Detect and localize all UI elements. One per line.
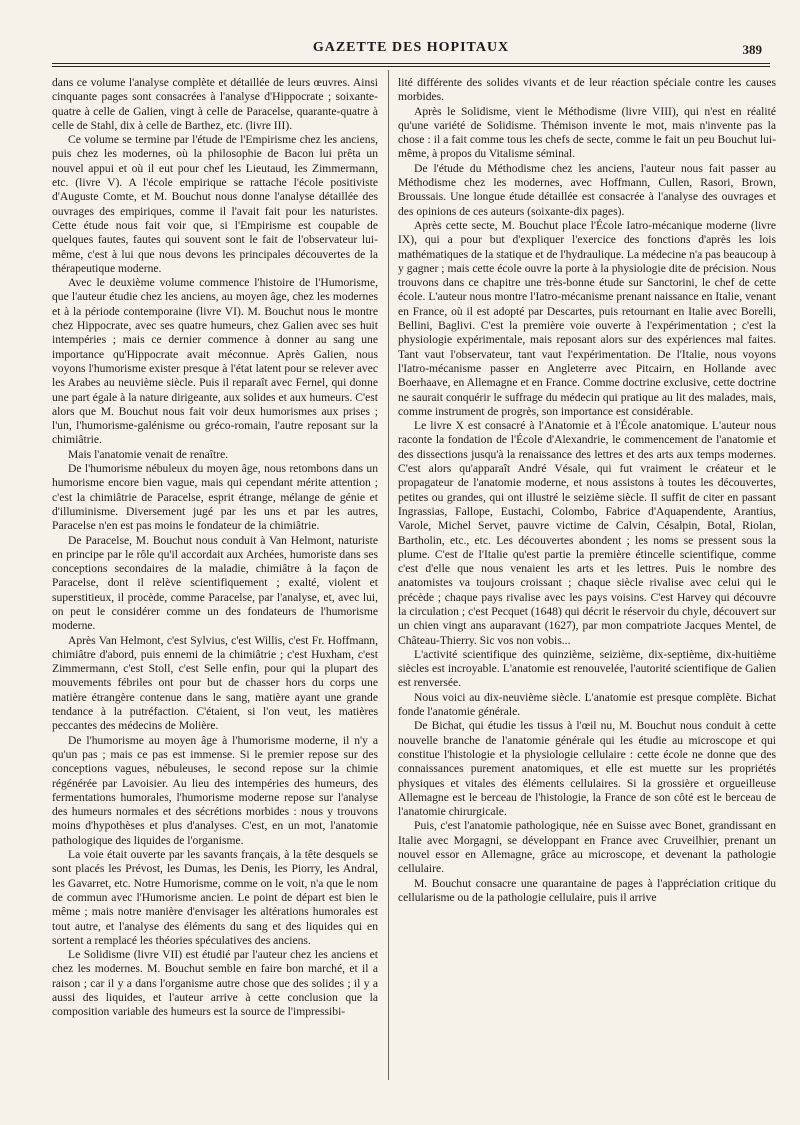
paragraph: Ce volume se termine par l'étude de l'Empirisme chez les anciens, puis chez les modernes, où la philosophie de Bacon lui prêta un nouvel appui et où il eut pour chef les Lieutaud, les Zimmermann, etc. (livre V). A l'école empirique se rattache l'école positiviste d'Auguste Comte, et M. Bouchut nous donne l'analyse détaillée des ouvrages des empiriques, comme il l'avait fait pour les naturistes. Cette étude nous fait voir que, si l'Empirisme est coupable de quelques fautes, fautes qui souvent sont le fait de l'observateur lui-même, c'est à lui que nous devons les principales découvertes de la thérapeutique moderne.: [52, 133, 378, 275]
paragraph: Après cette secte, M. Bouchut place l'École Iatro-mécanique moderne (livre IX), qui a pour but d'expliquer l'exercice des fonctions d'après les lois mathématiques de la statique et de l'hydraulique. La médecine n'a pas beaucoup à y gagner ; mais cette école ouvre la porte à la physiologie dite de précision. Nous trouvons dans ce chapitre une très-bonne étude sur Sanctorini, le chef de cette école. L'auteur nous montre l'Iatro-mécanisme prenant naissance en Italie, venant en France, où il est adopté par Descartes, puis retournant en Italie avec Borelli, Bellini, Baglivi. C'est la première voie ouverte à l'expérimentation ; c'est la physiologie expérimentale, mais reposant alors sur des expériences mal faites. Tant vaut l'observateur, tant vaut l'expérimentation. De l'Italie, nous voyons l'Iatro-mécanisme passer en Angleterre avec Pitcairn, en Hollande avec Boerhaave, en Allemagne et en France. Comme doctrine exclusive, cette doctrine ne saurait conquérir le suffrage du médecin qui pratique au lit des malades, mais, comme instrument de progrès, son importance est considérable.: [398, 218, 776, 418]
paragraph: L'activité scientifique des quinzième, seizième, dix-septième, dix-huitième siècles est incroyable. L'anatomie est renouvelée, l'autorité scientifique de Galien est renversée.: [398, 647, 776, 690]
header-rule-top: [52, 63, 770, 64]
paragraph: dans ce volume l'analyse complète et détaillée de leurs œuvres. Ainsi cinquante pages sont consacrées à l'analyse d'Hippocrate ; soixante-quatre à celle de Galien, vingt à celle de Paracelse, quarante-quatre à celle de Stahl, dix à celle de Barthez, etc. (livre III).: [52, 76, 378, 132]
paragraph: Le livre X est consacré à l'Anatomie et à l'École anatomique. L'auteur nous raconte la fondation de l'École d'Alexandrie, le commencement de l'anatomie et des dissections jusqu'à la renaissance des lettres et des arts aux temps modernes. C'est alors qu'apparaît André Vésale, qui fut vraiment le créateur et le propagateur de l'anatomie moderne, et nous assistons à toutes les découvertes, petites ou grandes, qui ont illustré le seizième siècle. Il suffit de citer en passant Ingrassias, Fallope, Eustachi, Colombo, Fabrice d'Aquapendente, Arantius, Varole, Michel Servet, pauvre victime de Calvin, Césalpin, Botal, Riolan, Bartholin, etc., etc. Les découvertes abondent ; les noms se pressent sous la plume. C'est de l'Italie qu'est partie la première étincelle scientifique, comme c'est d'elle que nous venaient les arts et les lettres. Puis le nombre des anatomistes va toujours croissant ; chaque siècle rivalise avec celui qui le précède ; chaque pays rivalise avec les pays voisins. C'est Harvey qui découvre la circulation ; c'est Pecquet (1648) qui décrit le réservoir du chyle, découvert sur un chien vingt ans auparavant (1627), par mon compatriote Jacques Mentel, de Château-Thierry. Sic vos non vobis...: [398, 419, 776, 647]
right-column: [398, 76, 776, 1088]
column-divider: [388, 70, 389, 1080]
page-header: [52, 38, 770, 62]
paragraph: De l'étude du Méthodisme chez les anciens, l'auteur nous fait passer au Méthodisme chez les modernes, avec Hoffmann, Cullen, Rasori, Brown, Broussais. Une longue étude détaillée est consacrée à l'analyse des ouvrages et des opinions de ces auteurs (soixante-dix pages).: [398, 161, 776, 218]
paragraph: lité différente des solides vivants et de leur réaction spéciale contre les causes morbides.: [398, 76, 776, 104]
paragraph: La voie était ouverte par les savants français, à la tête desquels se sont placés les Prévost, les Dumas, les Denis, les Piorry, les Andral, les Gavarret, etc. Notre Humorisme, comme on le voit, n'a que le nom de commun avec l'Humorisme ancien. Le point de départ est bien le même ; mais notre manière d'envisager les altérations humorales est tout autre, et l'analyse des éléments du sang et des liquides qui en sortent a remplacé les théories spéculatives des anciens.: [52, 848, 378, 947]
page-number: 389: [742, 42, 762, 57]
paragraph: Le Solidisme (livre VII) est étudié par l'auteur chez les anciens et chez les modernes. M. Bouchut semble en faire bon marché, et il a raison ; car il y a dans l'organisme autre chose que des solides ; il y a aussi des liquides, et l'auteur arrive à cette conclusion que la composition variable des humeurs est la source de l'impressibi-: [52, 948, 378, 1019]
left-column: [52, 76, 378, 1088]
header-rule-bottom: [52, 66, 770, 67]
paragraph: Après Van Helmont, c'est Sylvius, c'est Willis, c'est Fr. Hoffmann, chimiâtre d'abord, puis ennemi de la chimiâtrie ; c'est Huxham, c'est Zimmermann, c'est Stoll, c'est Selle enfin, pour qui la plupart des mouvements fébriles ont pour but de chasser hors du corps une matière étrangère contenue dans le sang, matière ayant une grande tendance à la putréfaction. C'étaient, si l'on veut, les matières peccantes des médecins de Molière.: [52, 633, 378, 733]
paragraph: Avec le deuxième volume commence l'histoire de l'Humorisme, que l'auteur étudie chez les anciens, au moyen âge, chez les modernes et à la période contemporaine (livre VI). M. Bouchut nous le montre chez Hippocrate, avec ses quatre humeurs, chez Galien avec ses huit intempéries ; mais ce dernier commence à donner au sang une importance qu'Hippocrate avait méconnue. Après Galien, nous voyons l'humorisme exister presque à l'état latent pour se relever avec les Arabes au neuvième siècle. Puis il reparaît avec Fernel, qui donne une part égale à la nature dirigeante, aux solides et aux humeurs. C'est alors que M. Bouchut nous fait voir deux humorismes aux prises ; l'un, l'humorisme-galénisme ou gréco-romain, l'autre reposant sur la chimiâtrie.: [52, 276, 378, 447]
paragraph: De Bichat, qui étudie les tissus à l'œil nu, M. Bouchut nous conduit à cette nouvelle branche de l'anatomie générale qui les étudie au microscope et qui constitue l'histologie et la physiologie cellulaire : cette école ne donne que des connaissances purement anatomiques, et elle est muette sur les propriétés physiques et vitales des éléments cellulaires. Si la grossière et orgueilleuse Allemagne est le berceau de l'histologie, la France de son côté est le berceau de l'anatomie chirurgicale.: [398, 719, 776, 819]
paragraph: De l'humorisme nébuleux du moyen âge, nous retombons dans un humorisme encore bien vague, mais qui cependant mérite attention ; c'est la chimiâtrie de Paracelse, esprit étrange, mélange de génie et d'illuminisme. Diversement jugé par les uns et par les autres, Paracelse n'en est pas moins le fondateur de la chimiâtrie.: [52, 462, 378, 533]
journal-title: GAZETTE DES HOPITAUX: [312, 40, 510, 55]
paragraph: Nous voici au dix-neuvième siècle. L'anatomie est presque complète. Bichat fonde l'anatomie générale.: [398, 690, 776, 719]
paragraph: De l'humorisme au moyen âge à l'humorisme moderne, il n'y a qu'un pas ; mais ce pas est immense. Si le premier repose sur des conceptions vagues, nébuleuses, le second repose sur la chimie régénérée par Lavoisier. Au lieu des intempéries des humeurs, des fermentations humorales, l'humorisme moderne repose sur l'analyse des humeurs normales et des sécrétions morbides : nous y trouvons moins d'hypothèses et plus d'analyses. C'est, en un mot, l'anatomie pathologique des liquides de l'organisme.: [52, 733, 378, 847]
paragraph: De Paracelse, M. Bouchut nous conduit à Van Helmont, naturiste en principe par le rôle qu'il accordait aux Archées, humoriste dans ses conceptions secondaires de la maladie, chimiâtre à la façon de Paracelse, dont il relève scientifiquement ; exalté, violent et superstitieux, il procède, comme Paracelse, par l'analyse, et, avec lui, on peut le considérer comme un des fondateurs de l'humorisme moderne.: [52, 533, 378, 633]
paragraph: M. Bouchut consacre une quarantaine de pages à l'appréciation critique du cellularisme ou de la pathologie cellulaire, puis il arrive: [398, 876, 776, 904]
paragraph: Puis, c'est l'anatomie pathologique, née en Suisse avec Bonet, grandissant en Italie avec Morgagni, se développant en France avec Cruveilhier, prenant un nouvel essor en Allemagne, grâce au microscope, et devenant la pathologie cellulaire.: [398, 819, 776, 876]
paragraph: Mais l'anatomie venait de renaître.: [68, 447, 229, 461]
paragraph: Après le Solidisme, vient le Méthodisme (livre VIII), qui n'est en réalité qu'une variété de Solidisme. Thémison invente le mot, mais n'invente pas la chose : il a fait comme tous les chefs de secte, comme le fait un peu Bouchut lui-même, à propos du Vitalisme séminal.: [398, 104, 776, 161]
